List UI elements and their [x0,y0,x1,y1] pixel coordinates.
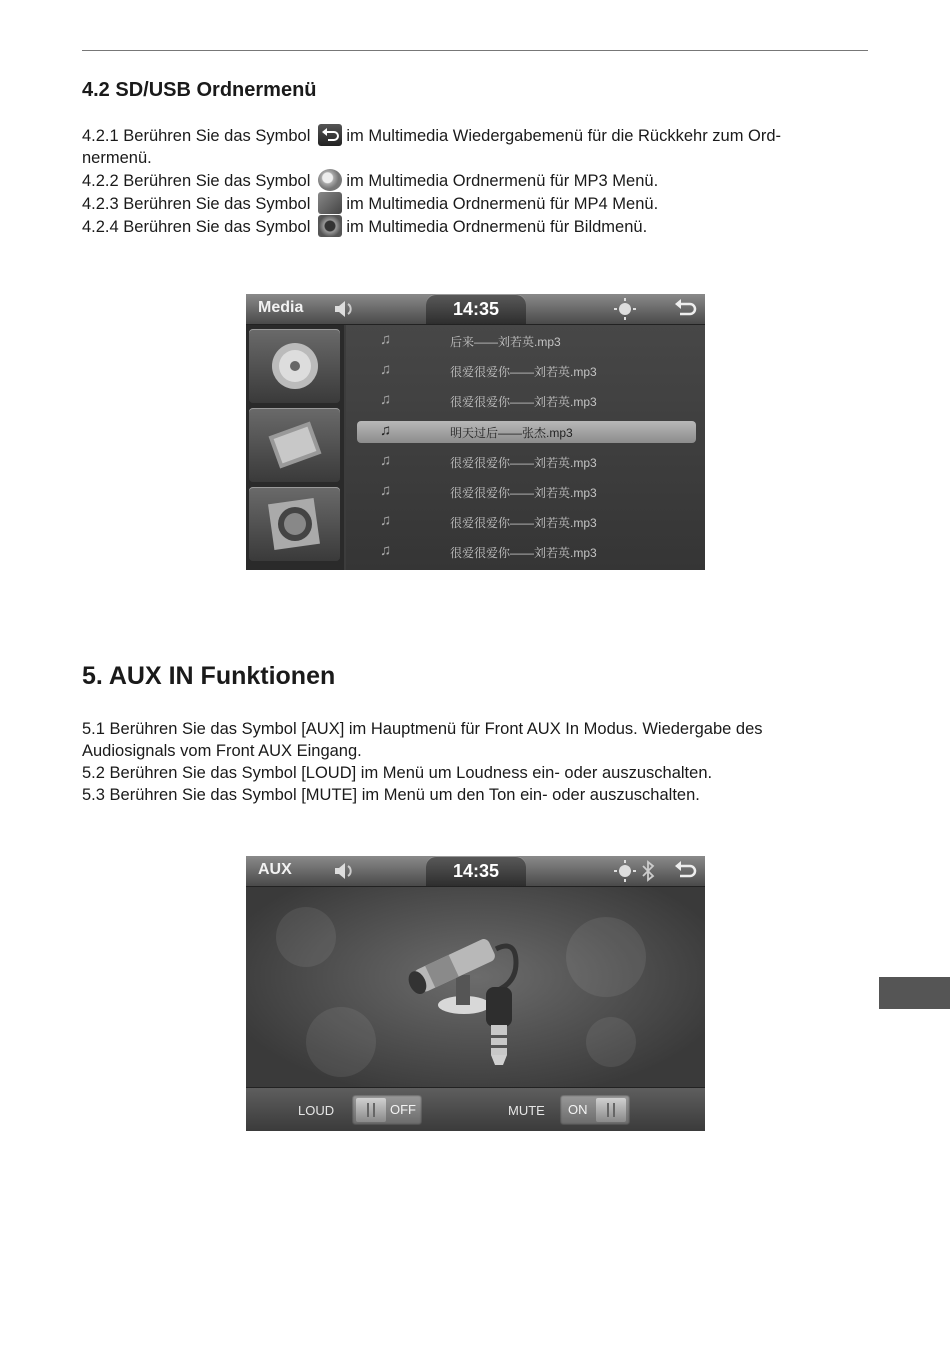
aux-plug-illustration [246,887,705,1087]
clock-tab [426,294,526,324]
picture-icon [318,215,342,237]
paragraph-text: 4.2.3 Berühren Sie das Symbol [82,195,311,213]
music-note-icon: ♫ [380,361,392,379]
section-4-2-text [82,124,872,238]
mute-state: ON [568,1102,588,1117]
file-list-item[interactable] [346,508,705,536]
paragraph-text: 4.2.1 Berühren Sie das Symbol [82,127,311,145]
paragraph-text: 5.1 Berühren Sie das Symbol [AUX] im Hauptmenü für Front AUX In Modus. Wiedergabe des [82,720,763,738]
file-name: 很爱很爱你——刘若英.mp3 [450,486,597,500]
paragraph-4-2-2 [82,169,872,192]
aux-topbar [246,856,705,887]
file-name: 后来——刘若英.mp3 [450,335,561,349]
file-list-item[interactable] [346,478,705,506]
picture-menu-button[interactable] [249,487,340,561]
speaker-icon[interactable] [332,298,358,325]
file-list-item[interactable] [346,357,705,385]
paragraph-text: Audiosignals vom Front AUX Eingang. [82,742,362,760]
aux-control-bar [246,1087,705,1131]
aux-title: AUX [258,861,292,878]
loud-state: OFF [390,1102,416,1117]
file-list-item[interactable] [346,387,705,415]
paragraph-4-2-3 [82,192,872,215]
back-arrow-icon[interactable] [672,298,698,325]
music-note-icon: ♫ [380,542,392,560]
paragraph-text: im Multimedia Ordnermenü für MP4 Menü. [346,195,659,213]
music-note-icon: ♫ [380,482,392,499]
header-rule [82,50,868,51]
file-name: 很爱很爱你——刘若英.mp3 [450,365,597,380]
music-note-icon: ♫ [380,451,392,469]
loud-label: LOUD [298,1103,335,1118]
music-note-icon: ♫ [380,391,392,409]
media-side-panel [246,325,344,570]
aux-screen [246,856,705,1131]
file-name: 明天过后——张杰.mp3 [450,425,573,440]
file-name: 很爱很爱你——刘若英.mp3 [450,395,597,410]
music-note-icon: ♫ [380,512,392,530]
mute-toggle[interactable] [560,1095,630,1125]
brightness-icon[interactable] [612,298,638,325]
toggle-knob [356,1098,386,1122]
paragraph-text: nermenü. [82,149,152,167]
paragraph-4-2-1 [82,124,872,169]
file-name: 很爱很爱你——刘若英.mp3 [450,455,597,470]
back-arrow-icon [318,124,342,146]
clock-tab [426,856,526,886]
paragraph-text: im Multimedia Ordnermenü für Bildmenü. [346,218,648,236]
file-list-item[interactable] [346,327,705,355]
mute-label: MUTE [508,1103,545,1118]
toggle-knob [596,1098,626,1122]
section-heading-4-2: 4.2 SD/USB Ordnermenü [82,79,317,101]
paragraph-4-2-4 [82,215,872,238]
file-name: 很爱很爱你——刘若英.mp3 [450,546,597,561]
file-list-item[interactable] [346,448,705,476]
section-heading-5: 5. AUX IN Funktionen [82,662,336,690]
paragraph-5-2: 5.2 Berühren Sie das Symbol [LOUD] im Menü um Loudness ein- oder auszuschalten. [82,764,713,782]
aux-background [246,887,705,1087]
paragraph-text: 4.2.2 Berühren Sie das Symbol [82,172,311,190]
paragraph-text: 4.2.4 Berühren Sie das Symbol [82,218,311,236]
section-5-text [82,718,872,806]
music-note-icon: ♫ [380,331,392,348]
speaker-icon[interactable] [332,860,358,887]
media-screen [246,294,705,570]
file-name: 很爱很爱你——刘若英.mp3 [450,516,597,531]
mp4-menu-button[interactable] [249,408,340,482]
clock: 14:35 [452,861,500,881]
media-title: Media [258,299,304,316]
paragraph-text: im Multimedia Wiedergabemenü für die Rückkehr zum Ord- [346,127,782,145]
back-arrow-icon[interactable] [672,860,698,887]
film-icon [249,408,340,482]
media-topbar [246,294,705,325]
file-list-item[interactable] [346,538,705,566]
chapter-side-tab [879,977,950,1009]
music-disc-icon [249,329,340,403]
file-list [346,325,705,570]
mp3-menu-button[interactable] [249,329,340,403]
music-note-icon: ♫ [380,421,392,439]
film-icon [318,192,342,214]
paragraph-text: im Multimedia Ordnermenü für MP3 Menü. [346,172,659,190]
picture-icon [249,487,340,561]
music-disc-icon [318,169,342,191]
paragraph-5-3: 5.3 Berühren Sie das Symbol [MUTE] im Menü um den Ton ein- oder auszuschalten. [82,786,700,804]
bluetooth-icon [640,860,656,887]
loud-toggle[interactable] [352,1095,422,1125]
paragraph-5-1 [82,718,872,762]
brightness-icon[interactable] [612,860,638,887]
file-list-item[interactable] [346,418,705,446]
clock: 14:35 [452,299,500,319]
